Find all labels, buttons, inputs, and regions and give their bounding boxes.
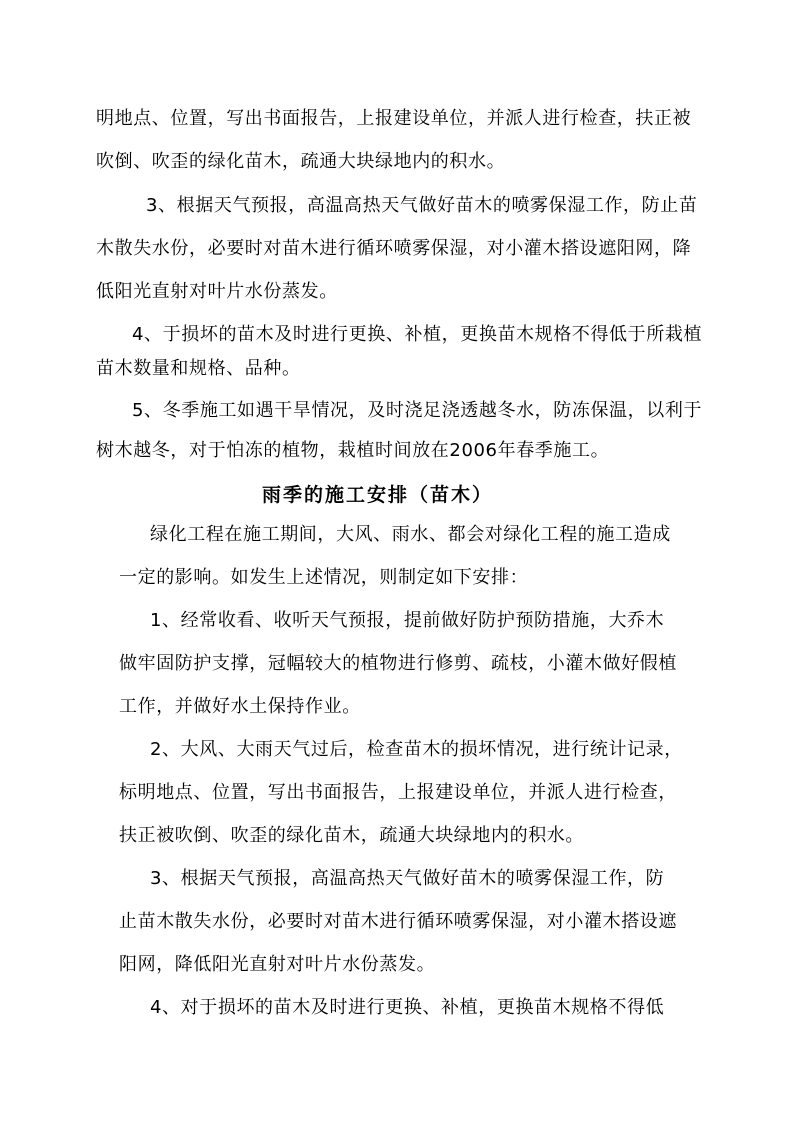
paragraph-line: 止苗木散失水份，必要时对苗木进行循环喷雾保湿，对小灌木搭设遮: [119, 911, 677, 932]
paragraph-line: 苗木数量和规格、品种。: [96, 358, 301, 379]
paragraph-line: 3、根据天气预报，高温高热天气做好苗木的喷雾保湿工作，防: [150, 868, 665, 889]
paragraph-line: 3、根据天气预报，高温高热天气做好苗木的喷雾保湿工作，防止苗: [146, 195, 698, 216]
paragraph-line: 木散失水份，必要时对苗木进行循环喷雾保湿，对小灌木搭设遮阳网，降: [96, 238, 692, 259]
paragraph-line: 4、于损坏的苗木及时进行更换、补植，更换苗木规格不得低于所栽植: [132, 324, 703, 345]
paragraph-line: 工作，并做好水土保持作业。: [119, 696, 361, 717]
paragraph-line: 低阳光直射对叶片水份蒸发。: [96, 281, 338, 302]
paragraph-line: 1、经常收看、收听天气预报，提前做好防护预防措施，大乔木: [150, 610, 665, 631]
paragraph-line: 做牢固防护支撑，冠幅较大的植物进行修剪、疏枝，小灌木做好假植: [119, 653, 677, 674]
paragraph-line: 绿化工程在施工期间，大风、雨水、都会对绿化工程的施工造成: [150, 524, 671, 545]
paragraph-line: 吹倒、吹歪的绿化苗木，疏通大块绿地内的积水。: [96, 151, 506, 172]
paragraph-line: 树木越冬，对于怕冻的植物，栽植时间放在2006年春季施工。: [96, 440, 610, 461]
paragraph-line: 标明地点、位置，写出书面报告，上报建设单位，并派人进行检查，: [119, 782, 677, 803]
paragraph-line: 5、冬季施工如遇干旱情况，及时浇足浇透越冬水，防冻保温，以利于: [132, 400, 703, 421]
paragraph-line: 阳网，降低阳光直射对叶片水份蒸发。: [119, 954, 436, 975]
paragraph-line: 一定的影响。如发生上述情况，则制定如下安排：: [119, 567, 529, 588]
paragraph-line: 明地点、位置，写出书面报告，上报建设单位，并派人进行检查，扶正被: [96, 108, 692, 129]
section-title: 雨季的施工安排（苗木）: [262, 484, 494, 506]
paragraph-line: 扶正被吹倒、吹歪的绿化苗木，疏通大块绿地内的积水。: [119, 825, 584, 846]
paragraph-line: 4、对于损坏的苗木及时进行更换、补植，更换苗木规格不得低: [150, 997, 665, 1018]
paragraph-line: 2、大风、大雨天气过后，检查苗木的损坏情况，进行统计记录，: [150, 739, 683, 760]
